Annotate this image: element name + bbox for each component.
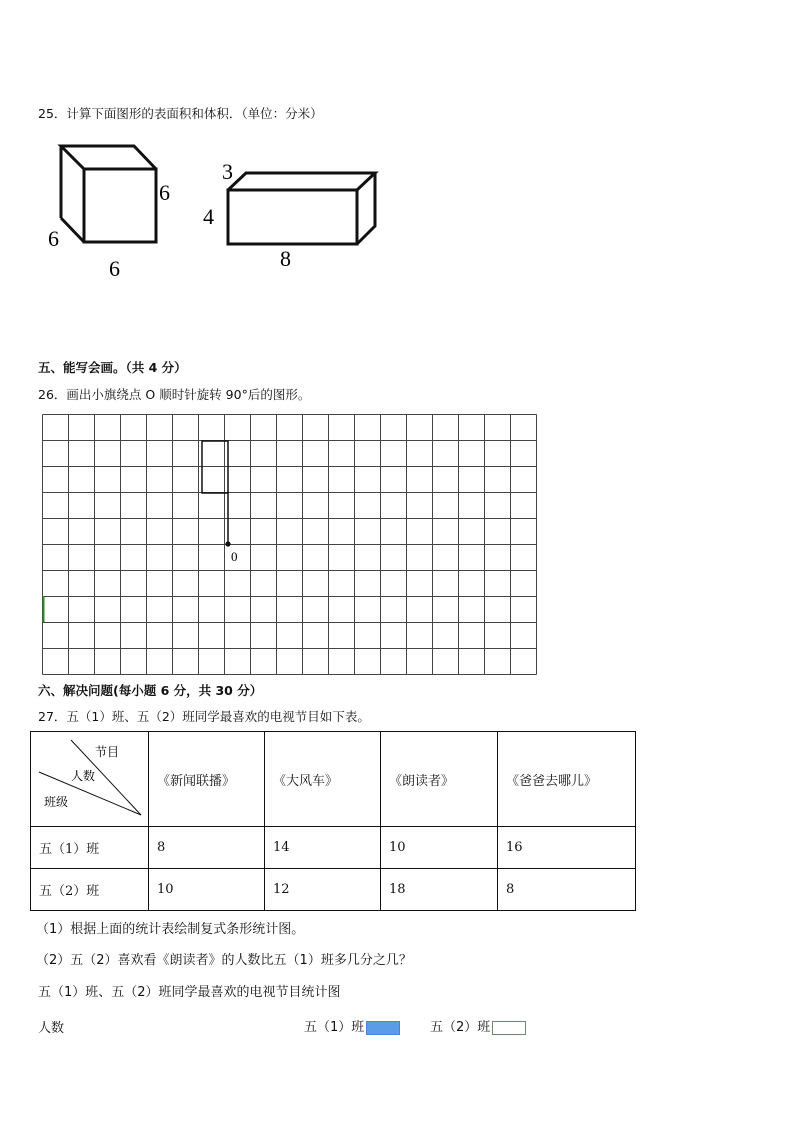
- prism-width-label: 4: [203, 204, 214, 229]
- point-o-label: 0: [231, 549, 238, 564]
- corner-diagonals: [31, 732, 148, 826]
- table-header-row: [31, 732, 636, 827]
- table-header-program: 《朗读者》: [381, 732, 498, 827]
- table-row: [31, 827, 636, 869]
- drawing-grid[interactable]: [42, 414, 546, 676]
- prism-height-label: 3: [222, 159, 233, 184]
- table-row-class: 五（1）班: [31, 827, 149, 869]
- sub-question-2: （2）五（2）喜欢看《朗读者》的人数比五（1）班多几分之几？: [36, 953, 412, 968]
- rotation-point: [225, 541, 230, 546]
- table-header-program: 《爸爸去哪儿》: [498, 732, 636, 827]
- prism-length-label: 8: [280, 246, 291, 271]
- table-row: [31, 869, 636, 911]
- section5-title: 五、能写会画。（共 4 分）: [38, 360, 187, 375]
- legend-swatch-class2: [492, 1021, 526, 1035]
- q26-title: 26．画出小旗绕点 O 顺时针旋转 90°后的图形。: [38, 387, 311, 402]
- cube-width-label: 6: [109, 256, 120, 281]
- table-cell: 8: [498, 869, 636, 911]
- q27-title: 27．五（1）班、五（2）班同学最喜欢的电视节目如下表。: [38, 709, 370, 724]
- corner-label-count: 人数: [71, 769, 96, 783]
- solid-figures: [40, 138, 400, 288]
- cube-figure: [61, 146, 156, 242]
- prism-figure: [228, 173, 375, 244]
- table-cell: 14: [265, 827, 381, 869]
- table-cell: 8: [149, 827, 265, 869]
- table-header-program: 《大风车》: [265, 732, 381, 827]
- chart-title: 五（1）班、五（2）班同学最喜欢的电视节目统计图: [38, 985, 341, 1000]
- table-cell: 10: [149, 869, 265, 911]
- table-corner-cell: [31, 732, 149, 827]
- legend-label: 五（2）班: [430, 1020, 491, 1035]
- corner-label-class: 班级: [44, 795, 69, 809]
- table-cell: 16: [498, 827, 636, 869]
- corner-label-program: 节目: [95, 745, 120, 759]
- table-cell: 10: [381, 827, 498, 869]
- table-cell: 18: [381, 869, 498, 911]
- cube-depth-label: 6: [48, 226, 59, 251]
- legend-item-class2: [430, 1016, 526, 1035]
- legend-item-class1: [304, 1016, 400, 1035]
- tv-program-table: [30, 731, 636, 911]
- table-row-class: 五（2）班: [31, 869, 149, 911]
- legend-label: 五（1）班: [304, 1020, 365, 1035]
- table-header-program: 《新闻联播》: [149, 732, 265, 827]
- legend-swatch-class1: [366, 1021, 400, 1035]
- chart-y-label: 人数: [38, 1021, 65, 1036]
- table-cell: 12: [265, 869, 381, 911]
- sub-question-1: （1）根据上面的统计表绘制复式条形统计图。: [36, 922, 305, 937]
- cube-height-label: 6: [159, 180, 170, 205]
- q25-title: 25．计算下面图形的表面积和体积．（单位：分米）: [38, 106, 323, 121]
- section6-title: 六、解决问题(每小题 6 分，共 30 分）: [38, 683, 263, 698]
